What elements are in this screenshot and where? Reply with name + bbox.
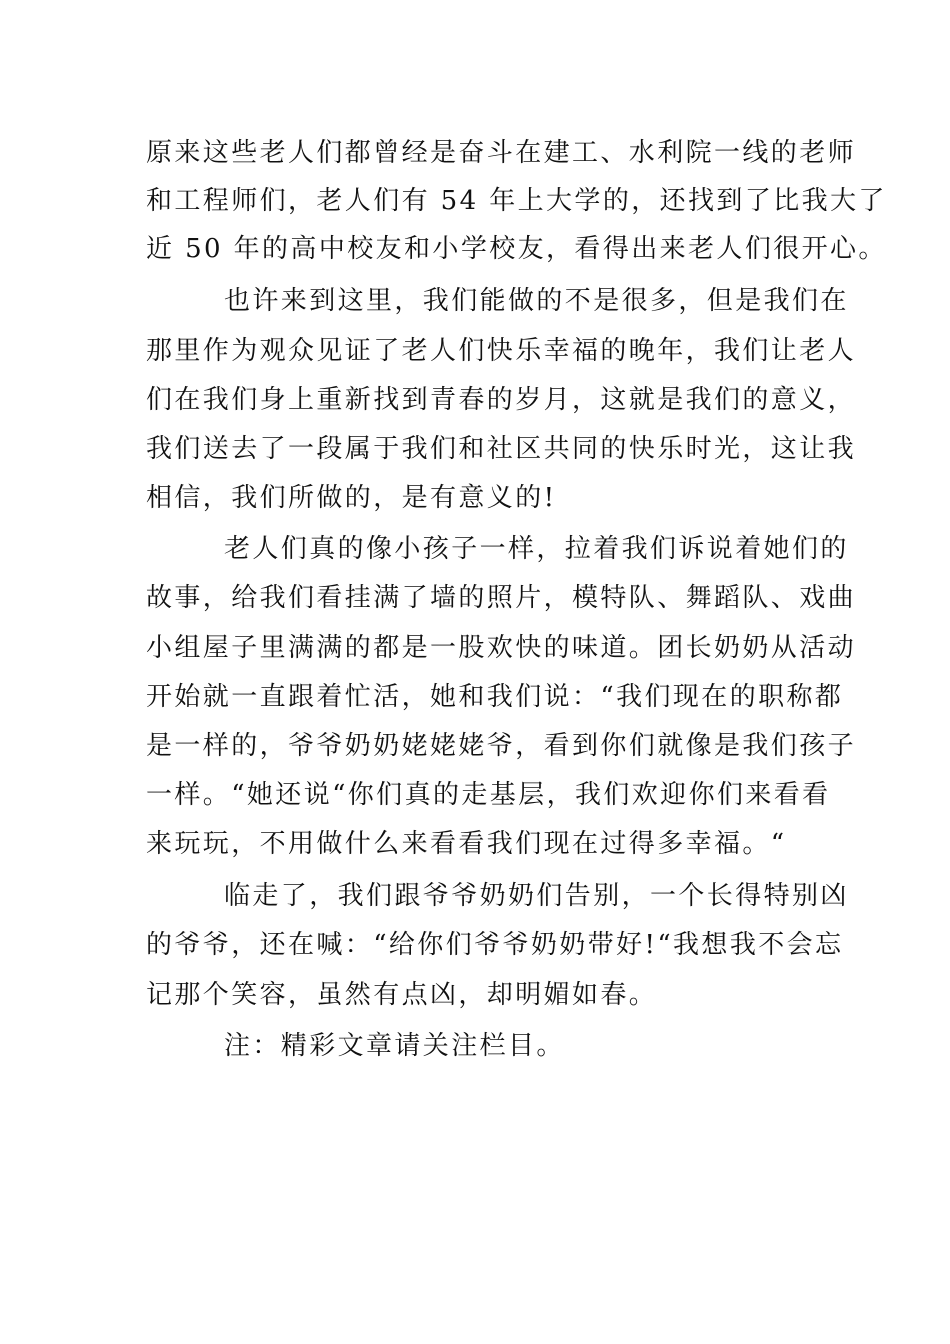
- paragraph-1-line-2: 和工程师们，老人们有 54 年上大学的，还找到了比我大了: [146, 186, 887, 216]
- paragraph-3-line-1: 老人们真的像小孩子一样，拉着我们诉说着她们的: [224, 534, 849, 564]
- paragraph-4-line-1: 临走了，我们跟爷爷奶奶们告别，一个长得特别凶: [224, 881, 849, 911]
- paragraph-1-line-3: 近 50 年的高中校友和小学校友，看得出来老人们很开心。: [146, 234, 887, 264]
- paragraph-3-line-2: 故事，给我们看挂满了墙的照片，模特队、舞蹈队、戏曲: [146, 583, 857, 613]
- paragraph-2-line-2: 那里作为观众见证了老人们快乐幸福的晚年，我们让老人: [146, 336, 857, 366]
- paragraph-2-line-4: 我们送去了一段属于我们和社区共同的快乐时光，这让我: [146, 434, 857, 464]
- paragraph-4-line-2: 的爷爷，还在喊：“给你们爷爷奶奶带好!“我想我不会忘: [146, 930, 844, 960]
- note-line: 注：精彩文章请关注栏目。: [224, 1031, 565, 1061]
- paragraph-3-line-6: 一样。“她还说“你们真的走基层，我们欢迎你们来看看: [146, 780, 831, 810]
- paragraph-3-line-5: 是一样的，爷爷奶奶姥姥姥爷，看到你们就像是我们孩子: [146, 731, 857, 761]
- paragraph-2-line-5: 相信，我们所做的，是有意义的!: [146, 483, 557, 513]
- paragraph-4-line-3: 记那个笑容，虽然有点凶，却明媚如春。: [146, 980, 658, 1010]
- paragraph-1-line-1: 原来这些老人们都曾经是奋斗在建工、水利院一线的老师: [146, 138, 857, 168]
- paragraph-3-line-7: 来玩玩，不用做什么来看看我们现在过得多幸福。“: [146, 829, 787, 859]
- paragraph-3-line-3: 小组屋子里满满的都是一股欢快的味道。团长奶奶从活动: [146, 633, 857, 663]
- paragraph-2-line-3: 们在我们身上重新找到青春的岁月，这就是我们的意义，: [146, 385, 857, 415]
- paragraph-2-line-1: 也许来到这里，我们能做的不是很多，但是我们在: [224, 286, 849, 316]
- paragraph-3-line-4: 开始就一直跟着忙活，她和我们说：“我们现在的职称都: [146, 682, 844, 712]
